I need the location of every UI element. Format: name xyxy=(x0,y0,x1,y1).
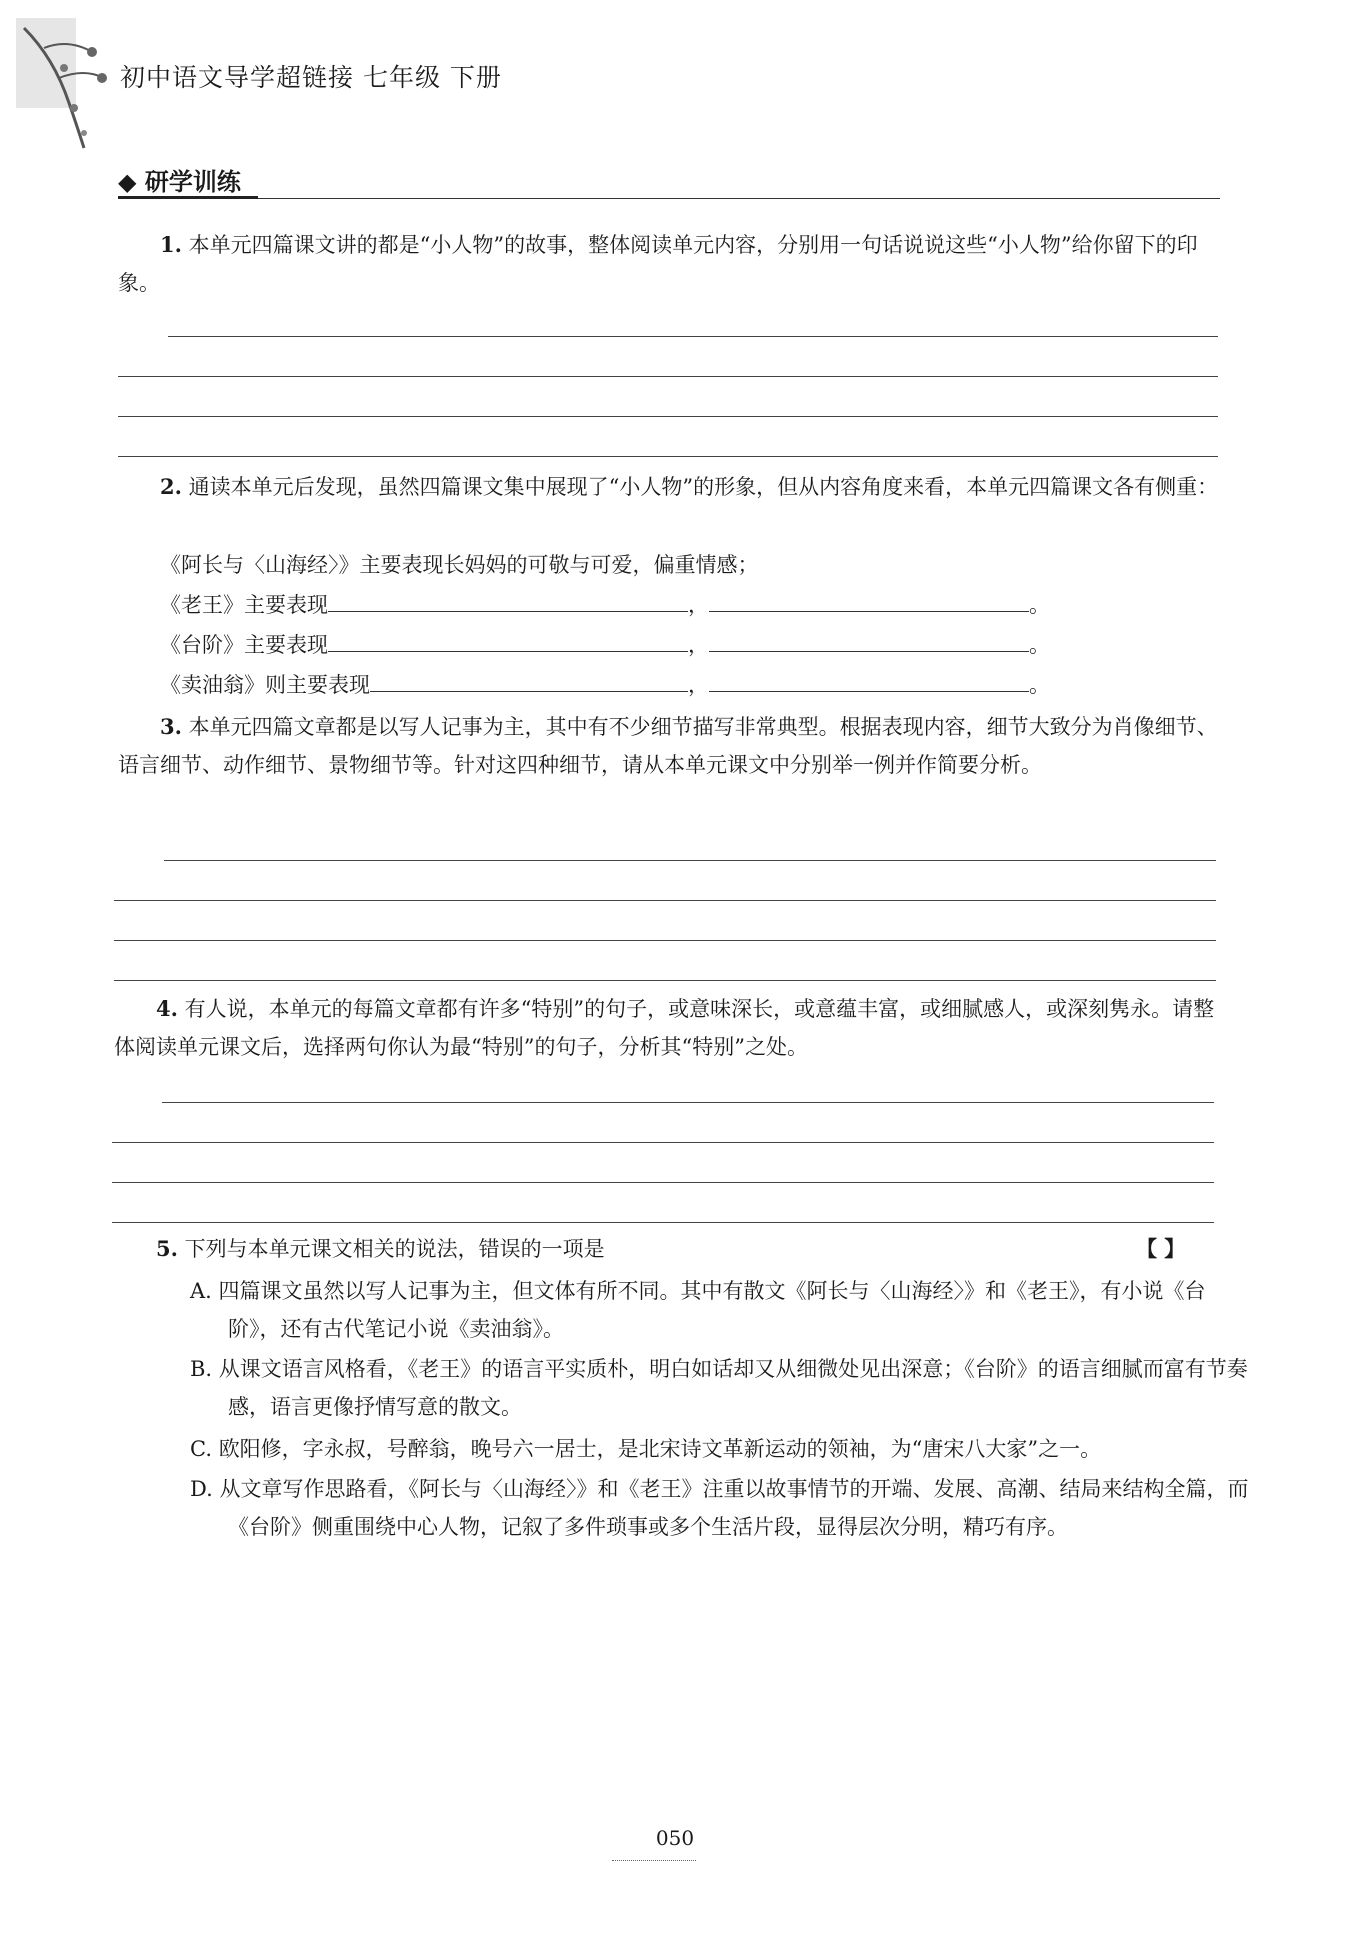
period: 。 xyxy=(1029,593,1050,617)
answer-line[interactable] xyxy=(112,1182,1214,1183)
page-number: 050 xyxy=(655,1826,695,1850)
fill-blank[interactable] xyxy=(370,669,688,692)
answer-line[interactable] xyxy=(162,1102,1214,1103)
fill-blank[interactable] xyxy=(328,629,688,652)
question-2-line-3-label: 《台阶》主要表现 xyxy=(160,633,328,657)
fill-blank[interactable] xyxy=(709,589,1029,612)
answer-line[interactable] xyxy=(114,900,1216,901)
question-2-line-1: 《阿长与〈山海经〉》主要表现长妈妈的可敬与可爱，偏重情感； xyxy=(160,553,759,577)
question-2-number: 2. xyxy=(160,474,182,499)
question-2-line-4 xyxy=(160,666,1160,704)
option-text: 四篇课文虽然以写人记事为主，但文体有所不同。其中有散文《阿长与〈山海经〉》和《老王》，有小说《台阶》，还有古代笔记小说《卖油翁》。 xyxy=(218,1279,1206,1341)
fill-blank[interactable] xyxy=(709,669,1029,692)
question-2-text: 通读本单元后发现，虽然四篇课文集中展现了“小人物”的形象，但从内容角度来看，本单元四篇课文各有侧重： xyxy=(188,475,1219,499)
option-text: 欧阳修，字永叔，号醉翁，晚号六一居士，是北宋诗文革新运动的领袖，为“唐宋八大家”之一。 xyxy=(218,1437,1102,1461)
question-4-number: 4. xyxy=(156,996,178,1021)
answer-bracket[interactable]: 【 】 xyxy=(1136,1236,1186,1261)
answer-line[interactable] xyxy=(118,376,1218,377)
plum-blossom-decoration xyxy=(14,8,114,158)
page-number-underline xyxy=(612,1860,696,1861)
question-5 xyxy=(156,1230,1056,1268)
question-1-text: 本单元四篇课文讲的都是“小人物”的故事，整体阅读单元内容，分别用一句话说说这些“小人物”给你留下的印象。 xyxy=(118,233,1198,295)
answer-line[interactable] xyxy=(112,1142,1214,1143)
comma: ， xyxy=(688,673,709,697)
answer-line[interactable] xyxy=(114,980,1216,981)
book-title: 初中语文导学超链接 七年级 下册 xyxy=(120,63,502,92)
question-4 xyxy=(114,990,1218,1066)
section-divider xyxy=(118,198,1220,199)
option-label: B. xyxy=(190,1357,213,1381)
answer-line[interactable] xyxy=(112,1222,1214,1223)
question-3-text: 本单元四篇文章都是以写人记事为主，其中有不少细节描写非常典型。根据表现内容，细节大致分为肖像细节、语言细节、动作细节、景物细节等。针对这四种细节，请从本单元课文中分别举一例并作简要分析。 xyxy=(118,715,1218,777)
section-title-text: 研学训练 xyxy=(144,168,241,196)
option-c[interactable] xyxy=(190,1430,1258,1468)
question-5-number: 5. xyxy=(156,1236,178,1261)
option-d[interactable] xyxy=(190,1470,1258,1546)
option-b[interactable] xyxy=(190,1350,1258,1426)
question-2-line-3 xyxy=(160,626,1160,664)
option-a[interactable] xyxy=(190,1272,1258,1348)
question-1-number: 1. xyxy=(160,232,182,257)
answer-line[interactable] xyxy=(118,416,1218,417)
question-2-line-4-label: 《卖油翁》则主要表现 xyxy=(160,673,370,697)
question-5-text: 下列与本单元课文相关的说法，错误的一项是 xyxy=(184,1237,605,1261)
question-1 xyxy=(118,226,1220,302)
answer-line[interactable] xyxy=(168,336,1218,337)
section-divider-accent xyxy=(118,196,258,199)
period: 。 xyxy=(1029,673,1050,697)
question-2 xyxy=(118,468,1220,506)
option-label: C. xyxy=(190,1437,212,1461)
question-3 xyxy=(118,708,1220,784)
comma: ， xyxy=(688,633,709,657)
fill-blank[interactable] xyxy=(709,629,1029,652)
question-2-line-2 xyxy=(160,586,1160,624)
option-label: A. xyxy=(190,1279,212,1303)
option-text: 从课文语言风格看，《老王》的语言平实质朴，明白如话却又从细微处见出深意；《台阶》的语言细腻而富有节奏感，语言更像抒情写意的散文。 xyxy=(218,1357,1248,1419)
answer-line[interactable] xyxy=(114,940,1216,941)
question-3-number: 3. xyxy=(160,714,182,739)
period: 。 xyxy=(1029,633,1050,657)
answer-line[interactable] xyxy=(118,456,1218,457)
diamond-bullet-icon: ◆ xyxy=(118,168,137,196)
answer-line[interactable] xyxy=(164,860,1216,861)
option-label: D. xyxy=(190,1477,213,1501)
comma: ， xyxy=(688,593,709,617)
question-4-text: 有人说，本单元的每篇文章都有许多“特别”的句子，或意味深长，或意蕴丰富，或细腻感人，或深刻隽永。请整体阅读单元课文后，选择两句你认为最“特别”的句子，分析其“特别”之处。 xyxy=(114,997,1215,1059)
section-title xyxy=(118,162,241,197)
fill-blank[interactable] xyxy=(328,589,688,612)
question-2-line-2-label: 《老王》主要表现 xyxy=(160,593,328,617)
option-text: 从文章写作思路看，《阿长与〈山海经〉》和《老王》注重以故事情节的开端、发展、高潮、结局来结构全篇，而《台阶》侧重围绕中心人物，记叙了多件琐事或多个生活片段，显得层次分明，精巧有序。 xyxy=(219,1477,1249,1539)
